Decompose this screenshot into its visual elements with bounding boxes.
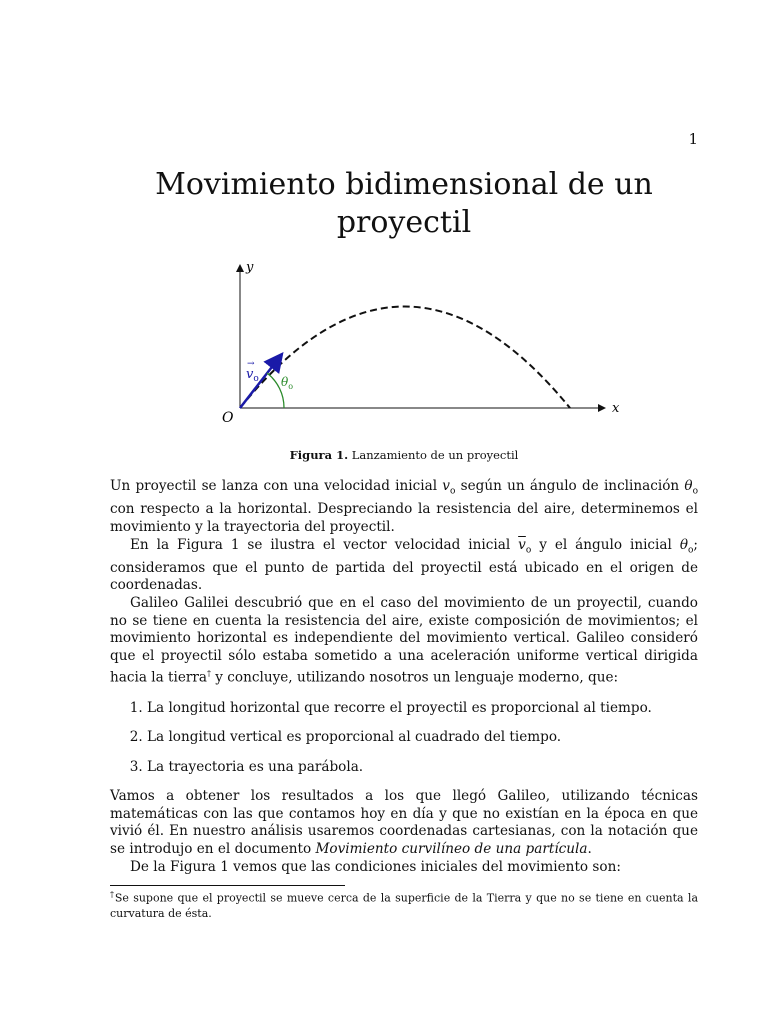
paragraph-1: Un proyectil se lanza con una velocidad inicial $v_o$ según un ángulo de inclinación $\theta_o$ con respecto a la horizontal. Despreciando la resistencia del aire, determinemos el movimiento y la trayectoria del proyectil. — [110, 478, 698, 535]
trajectory-curve — [240, 307, 570, 409]
page-number: 1 — [688, 130, 698, 148]
conclusions-list — [110, 700, 698, 777]
page-title: Movimiento bidimensional de un proyectil — [155, 167, 653, 240]
document-reference: Movimiento curvilíneo de una partícula — [315, 841, 588, 858]
list-item: 3. La trayectoria es una parábola. — [147, 759, 698, 777]
paragraph-2: En la Figura 1 se ilustra el vector velocidad inicial $\overline{v}_o$ y el ángulo inicial $\theta_o$; consideramos que el punto de partida del proyectil está ubicado en el origen de coordenadas. — [110, 536, 699, 594]
figure-projectile — [200, 255, 640, 430]
angle-label: $\theta_o$ — [281, 375, 294, 391]
projectile-diagram — [200, 255, 640, 430]
body-text — [110, 478, 698, 876]
list-item: 2. La longitud vertical es proporcional al cuadrado del tiempo. — [147, 729, 698, 747]
footnote-text: Se supone que el proyectil se mueve cerca de la superficie de la Tierra y que no se tiene en cuenta la curvatura de ésta. — [110, 891, 698, 920]
origin-label: O — [222, 410, 234, 426]
footnote-mark: † — [110, 890, 115, 899]
velocity-label: $v_o$ — [246, 367, 259, 384]
list-item: 1. La longitud horizontal que recorre el proyectil es proporcional al tiempo. — [147, 700, 698, 718]
paragraph-5: De la Figura 1 vemos que las condiciones iniciales del movimiento son: — [130, 858, 621, 875]
paragraph-3: Galileo Galilei descubrió que en el caso del movimiento de un proyectil, cuando no se tiene en cuenta la resistencia del aire, existe composición de movimientos; el movimiento horizontal es independiente del movimiento vertical. Galileo consideró que el proyectil sólo estaba sometido a una aceleración uniforme vertical dirigida hacia la tierra† y concluye, utilizando nosotros un lenguaje moderno, que: — [110, 595, 698, 686]
footnote-divider — [110, 885, 345, 886]
paragraph-4: Vamos a obtener los resultados a los que llegó Galileo, utilizando técnicas matemáticas con las que contamos hoy en día y que no existían en la época en que vivió él. En nuestro análisis usaremos coordenadas cartesianas, con la notación que se introdujo en el documento Movimiento curvilíneo de una partícula. — [110, 788, 698, 858]
x-axis-label: x — [612, 401, 620, 416]
footnote — [110, 887, 698, 921]
velocity-arrow-mark: → — [247, 359, 255, 369]
y-axis-label: y — [246, 260, 254, 275]
caption-text: Lanzamiento de un proyectil — [351, 448, 519, 462]
figure-caption — [110, 448, 698, 462]
caption-label: Figura 1. — [289, 448, 349, 462]
footnote-marker: † — [206, 669, 211, 679]
